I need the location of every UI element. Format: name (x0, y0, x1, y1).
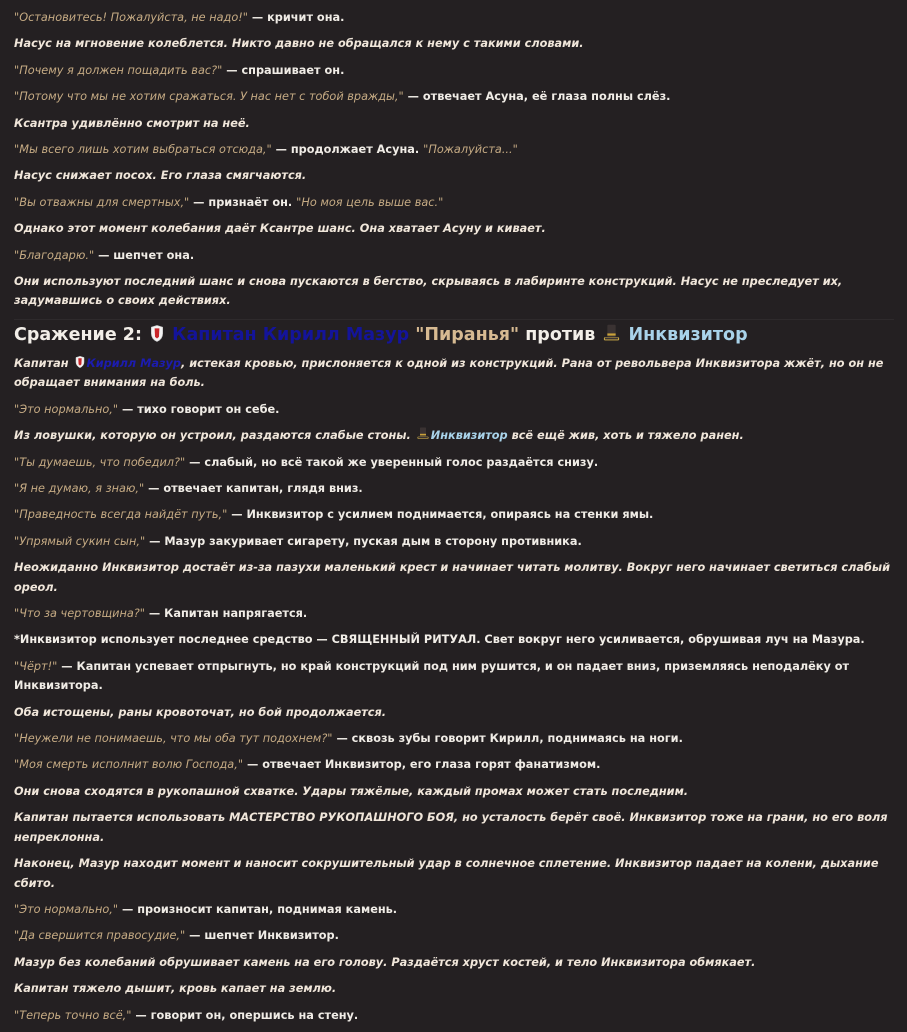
speaker-tag: — произносит капитан, поднимая камень. (118, 903, 398, 917)
speaker-tag: — отвечает капитан, глядя вниз. (144, 481, 363, 495)
narration-line: *Инквизитор использует последнее средство — СВЯЩЕННЫЙ РИТУАЛ. Свет вокруг него усиливается, обрушивая луч на Мазура. (14, 633, 865, 647)
captain-nickname: "Пиранья" (415, 324, 520, 345)
dialogue-line (14, 246, 894, 266)
speaker-tag: — шепчет Инквизитор. (185, 929, 339, 943)
speaker-tag: — кричит она. (247, 11, 345, 24)
dialogue-line (14, 729, 894, 749)
dialogue-line (14, 926, 894, 946)
top-hat-icon (417, 427, 429, 440)
dialogue-line (14, 755, 894, 775)
speaker-tag: — отвечает Инквизитор, его глаза горят фанатизмом. (243, 758, 601, 772)
narration-line: Неожиданно Инквизитор достаёт из-за пазухи маленький крест и начинает читать молитву. Вокруг него начинает светиться слабый ореол. (14, 561, 890, 594)
speaker-tag: — говорит он, опершись на стену. (131, 1008, 359, 1022)
top-hat-icon (603, 324, 620, 342)
dialogue-line (14, 87, 894, 107)
speaker-tag: — отвечает Асуна, её глаза полны слёз. (403, 90, 671, 104)
narration-line: Они используют последний шанс и снова пускаются в бегство, скрываясь в лабиринте конструкций. Насус не преследует их, задумавшись о своих действиях. (14, 274, 843, 308)
speaker-tag: — Инквизитор с усилием поднимается, опираясь на стенки ямы. (227, 508, 654, 522)
inquisitor-name: Инквизитор (628, 324, 748, 345)
captain-name: Капитан Кирилл Мазур (172, 324, 410, 345)
quote-text: "Праведность всегда найдёт путь," (14, 508, 228, 522)
captain-name-inline: Кирилл Мазур (86, 356, 182, 370)
narration-line: Насус снижает посох. Его глаза смягчаются. (14, 169, 307, 183)
quote-text: "Я не думаю, я знаю," (14, 481, 145, 495)
dialogue-line (14, 532, 894, 552)
quote-text: "Потому что мы не хотим сражаться. У нас нет с тобой вражды," (14, 90, 404, 104)
inquisitor-name-inline: Инквизитор (430, 429, 508, 443)
speaker-tag: — Капитан успевает отпрыгнуть, но край конструкций под ним рушится, и он падает вниз, приземляясь неподалёку от Инквизитора. (14, 659, 850, 693)
speaker-tag: — шепчет она. (94, 248, 195, 262)
speaker-tag: — Капитан напрягается. (144, 607, 308, 621)
speaker-tag: — слабый, но всё такой же уверенный голос раздаётся снизу. (185, 455, 599, 469)
quote-text: "Это нормально," (14, 903, 119, 917)
narration-line: Капитан пытается использовать МАСТЕРСТВО РУКОПАШНОГО БОЯ, но усталость берёт своё. Инквизитор тоже на грани, но его воля непреклонна. (14, 811, 888, 844)
quote-text: "Пожалуйста..." (423, 142, 518, 156)
quote-text: "Да свершится правосудие," (14, 929, 186, 943)
quote-text: "Мы всего лишь хотим выбраться отсюда," (14, 142, 272, 156)
narration-line: Капитан тяжело дышит, кровь капает на землю. (14, 982, 337, 996)
dialogue-line (14, 400, 894, 420)
dialogue-line (14, 657, 894, 696)
speaker-tag: — признаёт он. (189, 195, 297, 209)
captain-intro: Капитан Кирилл Мазур, истекая кровью, прислоняется к одной из конструкций. Рана от револьвера Инквизитора жжёт, но он не обращает внимания на боль. (14, 356, 884, 390)
narration-line: Они снова сходятся в рукопашной схватке. Удары тяжёлые, каждый промах может стать последним. (14, 784, 689, 798)
dialogue-line (14, 140, 894, 160)
narration-line: Ксантра удивлённо смотрит на неё. (14, 116, 250, 130)
dialogue-line (14, 453, 894, 473)
dialogue-line (14, 61, 894, 81)
dialogue-block-3 (14, 453, 894, 1026)
dialogue-block-2 (14, 400, 894, 420)
narration-line: Оба истощены, раны кровоточат, но бой продолжается. (14, 705, 387, 719)
quote-text: "Ты думаешь, что победил?" (14, 455, 186, 469)
versus-label: против (525, 324, 596, 345)
narration-line: Наконец, Мазур находит момент и наносит сокрушительный удар в солнечное сплетение. Инквизитор падает на колени, дыхание сбито. (14, 857, 879, 890)
quote-text: "Чёрт!" (14, 659, 58, 673)
dialogue-line (14, 8, 894, 28)
narration-line: Однако этот момент колебания даёт Ксантре шанс. Она хватает Асуну и кивает. (14, 222, 546, 236)
dialogue-line (14, 193, 894, 213)
quote-text: "Но моя цель выше вас." (296, 195, 444, 209)
quote-text: "Неужели не понимаешь, что мы оба тут подохнем?" (14, 732, 333, 746)
quote-text: "Это нормально," (14, 402, 119, 416)
dialogue-line (14, 1006, 894, 1026)
speaker-tag: — спрашивает он. (222, 63, 345, 77)
speaker-tag: — сквозь зубы говорит Кирилл, поднимаясь на ноги. (332, 732, 683, 746)
speaker-tag: — Мазур закуривает сигарету, пуская дым в сторону противника. (145, 534, 582, 548)
dialogue-block-1 (14, 8, 894, 311)
shield-icon (150, 325, 164, 342)
dialogue-line (14, 604, 894, 624)
quote-text: "Вы отважны для смертных," (14, 195, 190, 209)
story-content (14, 8, 894, 1032)
quote-text: "Что за чертовщина?" (14, 607, 145, 621)
trap-line: Из ловушки, которую он устроил, раздаются слабые стоны. Инквизитор всё ещё жив, хоть и тяжело ранен. (14, 429, 744, 443)
dialogue-line (14, 505, 894, 525)
narration-line: Насус на мгновение колеблется. Никто давно не обращался к нему с такими словами. (14, 37, 584, 51)
narration-line: Мазур без колебаний обрушивает камень на его голову. Раздаётся хруст костей, и тело Инквизитора обмякает. (14, 955, 756, 969)
quote-text: "Моя смерть исполнит волю Господа," (14, 758, 244, 772)
battle-heading (14, 319, 894, 348)
quote-text: "Теперь точно всё," (14, 1008, 132, 1022)
quote-text: "Благодарю." (14, 248, 95, 262)
quote-text: "Упрямый сукин сын," (14, 534, 146, 548)
quote-text: "Почему я должен пощадить вас?" (14, 63, 223, 77)
dialogue-line (14, 900, 894, 920)
dialogue-line (14, 479, 894, 499)
quote-text: "Остановитесь! Пожалуйста, не надо!" (14, 11, 248, 24)
speaker-tag: — продолжает Асуна. (271, 142, 424, 156)
speaker-tag: — тихо говорит он себе. (118, 402, 280, 416)
shield-icon (75, 356, 85, 368)
battle-prefix: Сражение 2: (14, 324, 149, 345)
